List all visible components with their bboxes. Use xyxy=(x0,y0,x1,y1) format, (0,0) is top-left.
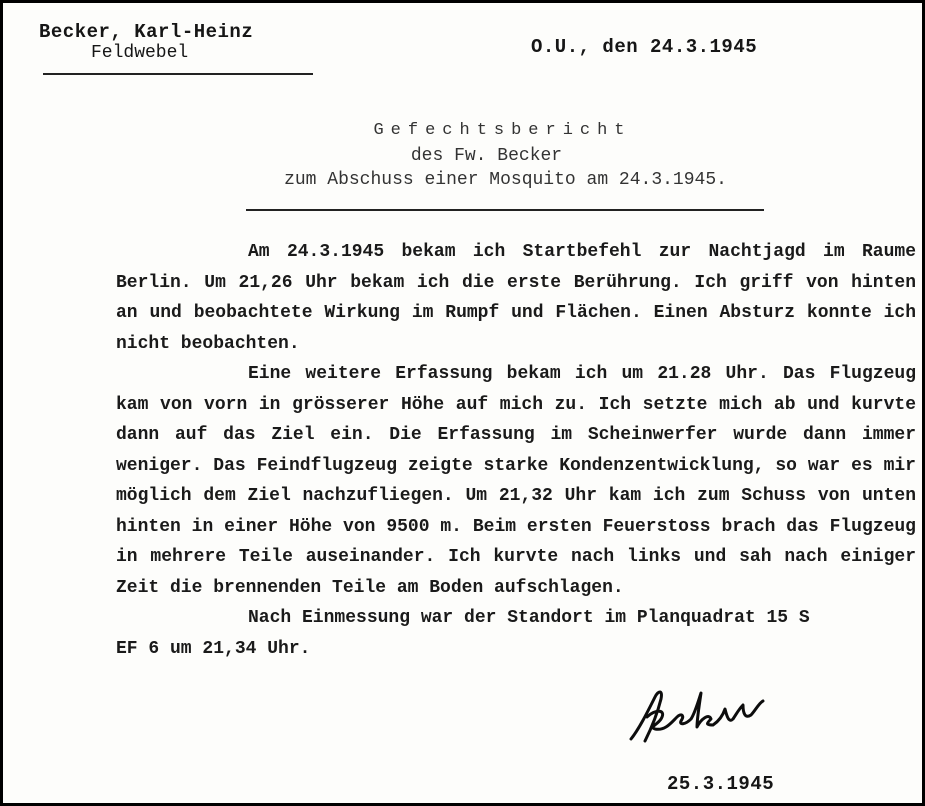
report-subtitle: des Fw. Becker xyxy=(410,146,563,166)
sender-name: Becker, Karl-Heinz xyxy=(39,21,254,43)
sender-underline xyxy=(43,73,313,75)
signature-date: 25.3.1945 xyxy=(667,773,775,795)
paragraph-1: Am 24.3.1945 bekam ich Startbefehl zur Nachtjagd im Raume Berlin. Um 21,26 Uhr bekam ich die erste Berührung. Ich griff von hinten an und beobachtete Wirkung im Rumpf und Flächen. Einen Absturz konnte ich nicht beobachten. xyxy=(116,242,916,354)
report-subject: zum Abschuss einer Mosquito am 24.3.1945. xyxy=(284,170,727,190)
paragraph-2: Eine weitere Erfassung bekam ich um 21.28 Uhr. Das Flugzeug kam von vorn in grösserer Höhe auf mich zu. Ich setzte mich ab und kurvte dann auf das Ziel ein. Die Erfassung im Scheinwerfer wurde dann immer weniger. Das Feindflugzeug zeigte starke Kondenzentwicklung, so war es mir möglich dem Ziel nachzufliegen. Um 21,32 Uhr kam ich zum Schuss von unten hinten in einer Höhe von 9500 m. Beim ersten Feuerstoss brach das Flugzeug in mehrere Teile auseinander. Ich kurvte nach links und sah nach einiger Zeit die brennenden Teile am Boden aufschlagen. xyxy=(116,364,916,598)
sender-block xyxy=(39,21,253,63)
sender-rank: Feldwebel xyxy=(91,43,189,63)
subject-underline xyxy=(246,209,764,211)
report-title-block xyxy=(3,121,922,190)
signature-image xyxy=(625,679,775,751)
place-date-line: O.U., den 24.3.1945 xyxy=(531,36,758,58)
paragraph-3-end: EF 6 um 21,34 Uhr. xyxy=(116,638,311,659)
report-body xyxy=(116,237,916,664)
paragraph-3: Nach Einmessung war der Standort im Planquadrat 15 S xyxy=(248,608,810,628)
report-title: Gefechtsbericht xyxy=(373,121,632,140)
